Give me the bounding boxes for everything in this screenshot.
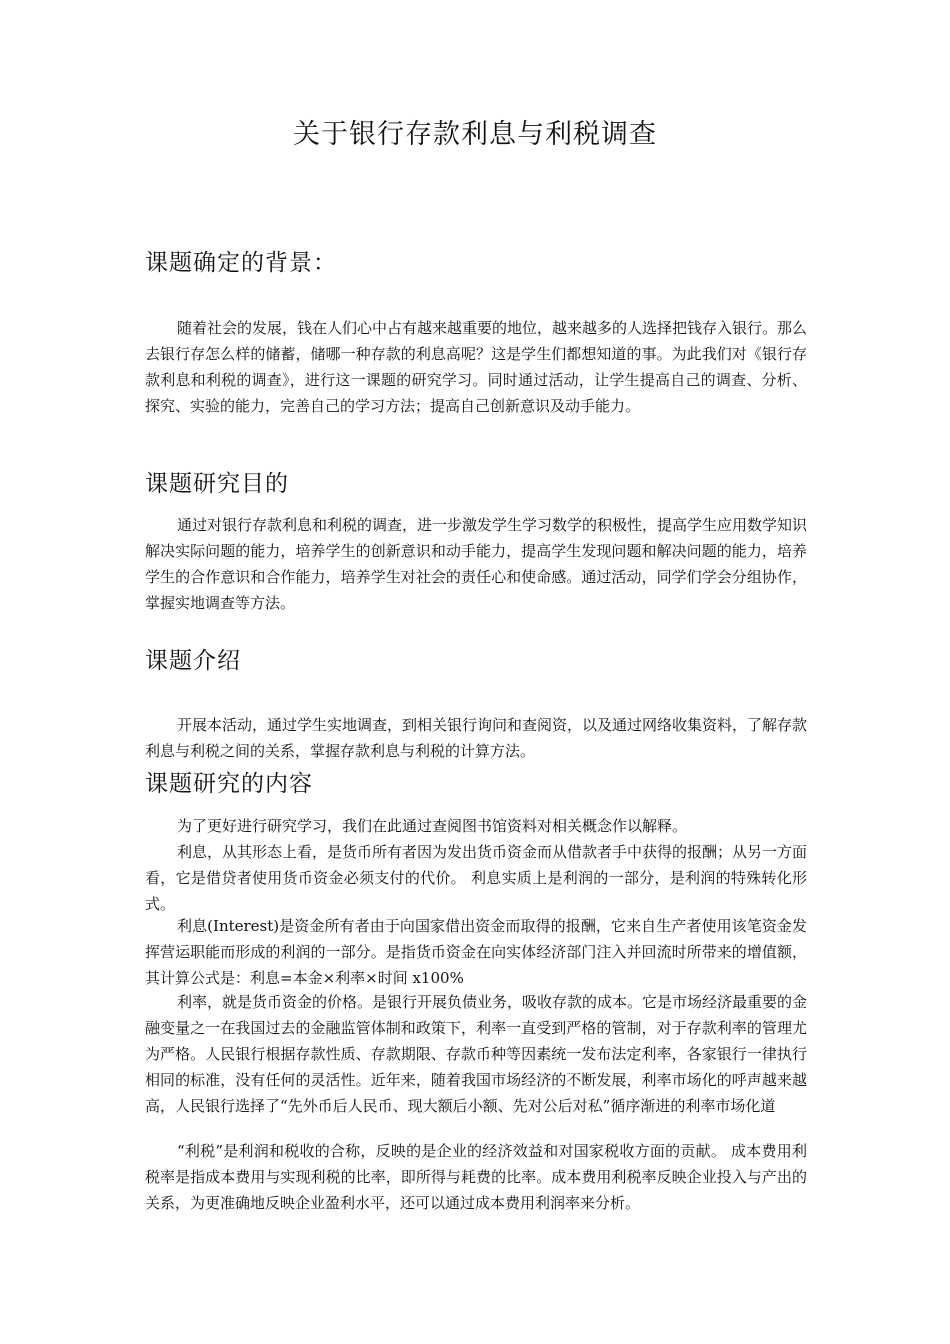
section-heading-content: 课题研究的内容 (145, 771, 313, 797)
paragraph-background: 随着社会的发展，钱在人们心中占有越来越重要的地位，越来越多的人选择把钱存入银行。那么去银行存怎么样的储蓄，储哪一种存款的利息高呢？这是学生们都想知道的事。为此我们对《银行存款利息和利税的调查》，进行这一课题的研究学习。同时通过活动，让学生提高自己的调查、分析、探究、实验的能力，完善自己的学习方法；提高自己创新意识及动手能力。 (145, 319, 808, 415)
document-title: 关于银行存款利息与利税调查 (293, 119, 657, 150)
section-heading-purpose: 课题研究目的 (145, 471, 289, 497)
paragraph-profit-tax: “利税”是利润和税收的合称，反映的是企业的经济效益和对国家税收方面的贡献。 成本费用利税率是指成本费用与实现利税的比率，即所得与耗费的比率。成本费用利税率反映企业投入与产出的关系，为更准确地反映企业盈利水平，还可以通过成本费用利润率来分析。 (145, 1142, 807, 1212)
paragraph-content-intro: 为了更好进行研究学习，我们在此通过查阅图书馆资料对相关概念作以解释。 (177, 817, 688, 835)
section-heading-introduction: 课题介绍 (145, 648, 241, 674)
paragraph-interest-form: 利息，从其形态上看，是货币所有者因为发出货币资金而从借款者手中获得的报酬；从另一方面看，它是借贷者使用货币资金必须支付的代价。 利息实质上是利润的一部分，是利润的特殊转化形式。 (145, 843, 808, 913)
paragraph-interest-definition: 利息(Interest)是资金所有者由于向国家借出资金而取得的报酬，它来自生产者使用该笔资金发挥营运职能而形成的利润的一部分。是指货币资金在向实体经济部门注入并回流时所带来的增值额，其计算公式是：利息=本金×利率×时间 x100% (145, 917, 807, 987)
paragraph-interest-rate: 利率，就是货币资金的价格。是银行开展负债业务，吸收存款的成本。它是市场经济最重要的金融变量之一在我国过去的金融监管体制和政策下，利率一直受到严格的管制，对于存款利率的管理尤为严格。人民银行根据存款性质、存款期限、存款币种等因素统一发布法定利率，各家银行一律执行相同的标准，没有任何的灵活性。近年来，随着我国市场经济的不断发展，利率市场化的呼声越来越高，人民银行选择了“先外币后人民币、现大额后小额、先对公后对私”循序渐进的利率市场化道 (145, 993, 808, 1115)
section-heading-background: 课题确定的背景： (145, 250, 337, 276)
paragraph-purpose: 通过对银行存款利息和利税的调查，进一步激发学生学习数学的积极性，提高学生应用数学知识解决实际问题的能力，培养学生的创新意识和动手能力，提高学生发现问题和解决问题的能力，培养学生的合作意识和合作能力，培养学生对社会的责任心和使命感。通过活动，同学们学会分组协作，掌握实地调查等方法。 (145, 516, 808, 612)
paragraph-introduction: 开展本活动，通过学生实地调查，到相关银行询问和查阅资，以及通过网络收集资料，了解存款利息与利税之间的关系，掌握存款利息与利税的计算方法。 (145, 716, 808, 760)
